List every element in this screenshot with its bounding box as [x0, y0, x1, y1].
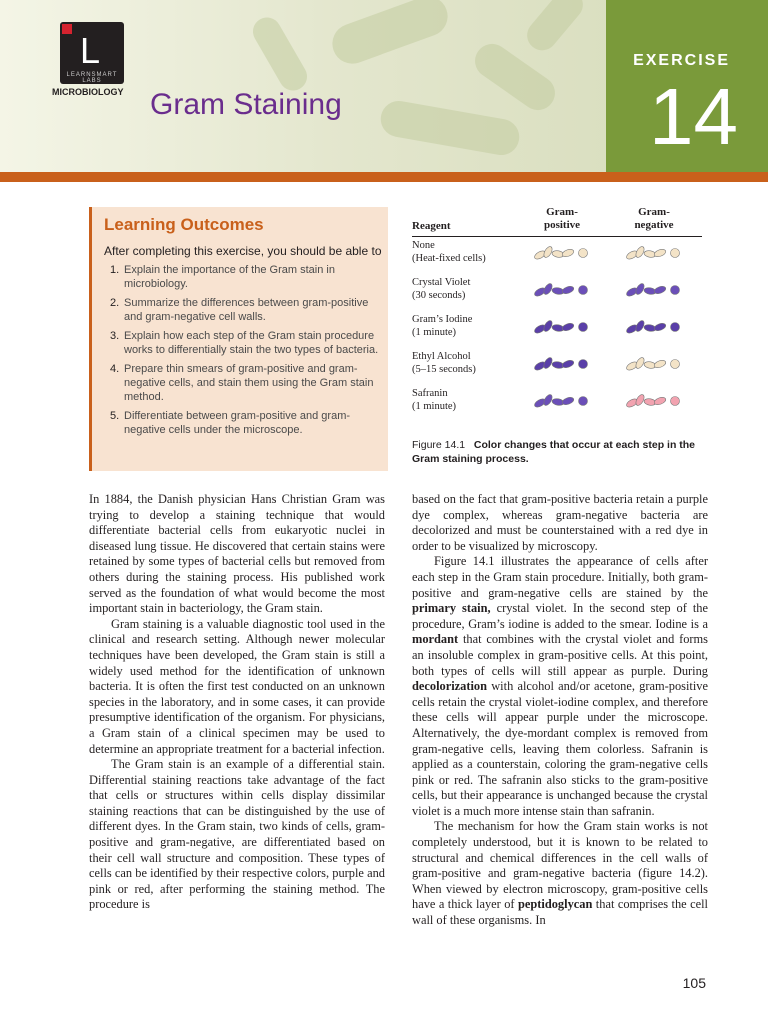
item-text: Differentiate between gram-positive and gram-negative cells under the microscope. — [124, 410, 351, 436]
figure-row — [412, 311, 702, 348]
reagent-label — [412, 387, 522, 413]
item-number: 3. — [110, 330, 120, 342]
text-run: that comprises the cell wall of these organisms. In — [412, 897, 708, 928]
paragraph: In 1884, the Danish physician Hans Christian Gram was trying to develop a staining technique that would differentiate bacterial cells from eukaryotic nuclei in diseased lung tissue. He discovered that certain stains were retained by some types of bacterial cells but removed from others during the staining process. His published work served as the foundation of what would become the most important stain in bacteriology, the Gram stain. — [89, 492, 385, 616]
learning-outcomes-title: Learning Outcomes — [104, 215, 264, 234]
header-gram-positive: Gram- positive — [543, 206, 581, 231]
text-run: crystal violet. In the second step of the procedure, Gram’s iodine is added to the smear. Iodine is a — [412, 601, 708, 631]
exercise-number: 14 — [649, 72, 738, 161]
list-item — [110, 263, 380, 291]
bacterium-coccus — [671, 397, 680, 406]
bacterium-coccus — [579, 397, 588, 406]
figure-row — [412, 274, 702, 311]
page-number: 105 — [682, 975, 706, 991]
bacterium-coccus — [671, 286, 680, 295]
text-run: The mechanism for how the Gram stain works is not completely understood, but it is known to be related to structural and chemical differences in the cell walls of gram-positive and gram-negative bacteria (figure 14.2). When viewed by electron microscopy, gram-positive cells have a thick layer of — [412, 819, 708, 912]
figure-14-1 — [412, 204, 702, 422]
item-number: 2. — [110, 297, 120, 309]
gram-negative-cells — [626, 278, 684, 302]
logo-product: MICROBIOLOGY — [52, 87, 124, 97]
item-text: Summarize the differences between gram-positive and gram-negative cell walls. — [124, 297, 369, 323]
reagent-name: Gram’s Iodine — [412, 314, 473, 325]
learnsmart-logo — [60, 22, 124, 84]
gram-positive-cells — [534, 352, 592, 376]
page-title: Gram Staining — [150, 88, 342, 121]
gram-positive-cells — [534, 241, 592, 265]
figure-header — [412, 204, 702, 237]
bacterium-coccus — [671, 323, 680, 332]
list-item — [110, 329, 380, 357]
reagent-label — [412, 239, 522, 265]
gram-negative-cells — [626, 315, 684, 339]
gram-negative-cells — [626, 352, 684, 376]
paragraph: Gram staining is a valuable diagnostic tool used in the clinical and research setting. Although newer molecular techniques have been developed, the Gram stain is still a widely used method for the identification of unknown bacteria. It is often the first test conducted on an unknown species in the laboratory, and in some cases, it can provide presumptive identification of the organism. For physicians, a Gram stain of a clinical specimen may be used to determine an appropriate treatment for a bacterial infection. — [89, 616, 385, 756]
reagent-duration: (1 minute) — [412, 327, 457, 338]
item-number: 4. — [110, 363, 120, 375]
logo-letter: L — [80, 30, 101, 71]
figure-row — [412, 348, 702, 385]
reagent-duration: (Heat-fixed cells) — [412, 253, 486, 264]
reagent-duration: (30 seconds) — [412, 290, 466, 301]
item-text: Prepare thin smears of gram-positive and gram-negative cells, and stain them using the Gram stain method. — [124, 363, 374, 403]
list-item — [110, 409, 380, 437]
paragraph — [412, 554, 708, 819]
gram-positive-cells — [534, 389, 592, 413]
term-primary-stain: primary stain, — [412, 601, 491, 616]
gram-positive-cells — [534, 315, 592, 339]
gram-negative-cells — [626, 241, 684, 265]
text-run: Figure 14.1 illustrates the appearance of cells after each step in the Gram stain procedure. Initially, both gram-positive and gram-negative cells are stained by the — [412, 554, 708, 600]
left-column — [89, 492, 385, 913]
item-text: Explain how each step of the Gram stain procedure works to differentially stain the two types of bacteria. — [124, 330, 379, 356]
reagent-duration: (5–15 seconds) — [412, 364, 476, 375]
reagent-name: Ethyl Alcohol — [412, 351, 471, 362]
reagent-name: Crystal Violet — [412, 277, 471, 288]
reagent-label — [412, 313, 522, 339]
item-number: 1. — [110, 264, 120, 276]
figure-rows — [412, 237, 702, 422]
reagent-duration: (1 minute) — [412, 401, 457, 412]
publisher-mark-icon — [62, 24, 72, 34]
learning-outcomes-list — [110, 263, 380, 442]
header-reagent: Reagent — [412, 220, 451, 232]
paragraph: The Gram stain is an example of a differential stain. Differential staining reactions take advantage of the fact that cells or structures within cells display dissimilar staining reactions that can be distinguished by the use of different dyes. In the Gram stain, two kinds of cells, gram-positive and gram-negative, are differentiated based on their cell wall structure and composition. These types of cells can be identified by their respective colors, purple and pink or red, after performing the staining method. The procedure is — [89, 757, 385, 912]
bacterium-coccus — [579, 286, 588, 295]
learning-outcomes-box — [89, 207, 388, 471]
bacterium-coccus — [671, 249, 680, 258]
bacterium-coccus — [671, 360, 680, 369]
caption-text: Color changes that occur at each step in the Gram staining process. — [412, 439, 696, 465]
logo-subtitle: LEARNSMART LABS — [66, 72, 118, 84]
paragraph — [412, 819, 708, 928]
bacterium-coccus — [579, 323, 588, 332]
item-text: Explain the importance of the Gram stain in microbiology. — [124, 264, 335, 290]
item-number: 5. — [110, 410, 120, 422]
figure-row — [412, 385, 702, 422]
term-mordant: mordant — [412, 632, 459, 647]
list-item — [110, 362, 380, 404]
figure-caption — [412, 438, 712, 466]
reagent-name: Safranin — [412, 388, 448, 399]
reagent-label — [412, 276, 522, 302]
learning-outcomes-intro: After completing this exercise, you should be able to — [104, 244, 382, 258]
header-gram-negative: Gram- negative — [634, 206, 674, 231]
gram-negative-cells — [626, 389, 684, 413]
paragraph: based on the fact that gram-positive bacteria retain a purple dye complex, whereas gram-negative bacteria are decolorized and must be counterstained with a red dye in order to be visualized by microscopy. — [412, 492, 708, 553]
exercise-panel — [606, 0, 768, 172]
gram-positive-cells — [534, 278, 592, 302]
bacterium-coccus — [579, 249, 588, 258]
header-divider — [0, 172, 768, 182]
term-decolorization: decolorization — [412, 679, 488, 694]
caption-label: Figure 14.1 — [412, 439, 466, 451]
reagent-name: None — [412, 240, 435, 251]
right-column — [412, 492, 708, 929]
text-run: that combines with the crystal violet and forms an insoluble complex in gram-positive cells. At this point, both types of cells will still appear as purple. During — [412, 632, 708, 678]
bacterium-coccus — [579, 360, 588, 369]
list-item — [110, 296, 380, 324]
text-run: with alcohol and/or acetone, gram-positive cells retain the crystal violet-iodine complex, and therefore these cells will appear purple under the microscope. Alternatively, the dye-mordant complex is removed from gram-negative cells, leaving them colorless. Safranin is applied as a counterstain, coloring the gram-negative cells pink or red. The safranin also sticks to the gram-positive cells, but their appearance is unchanged because the crystal violet is a much more intense stain than safranin. — [412, 679, 708, 818]
figure-row — [412, 237, 702, 274]
exercise-label: EXERCISE — [633, 52, 730, 69]
reagent-label — [412, 350, 522, 376]
term-peptidoglycan: peptidoglycan — [518, 897, 593, 912]
